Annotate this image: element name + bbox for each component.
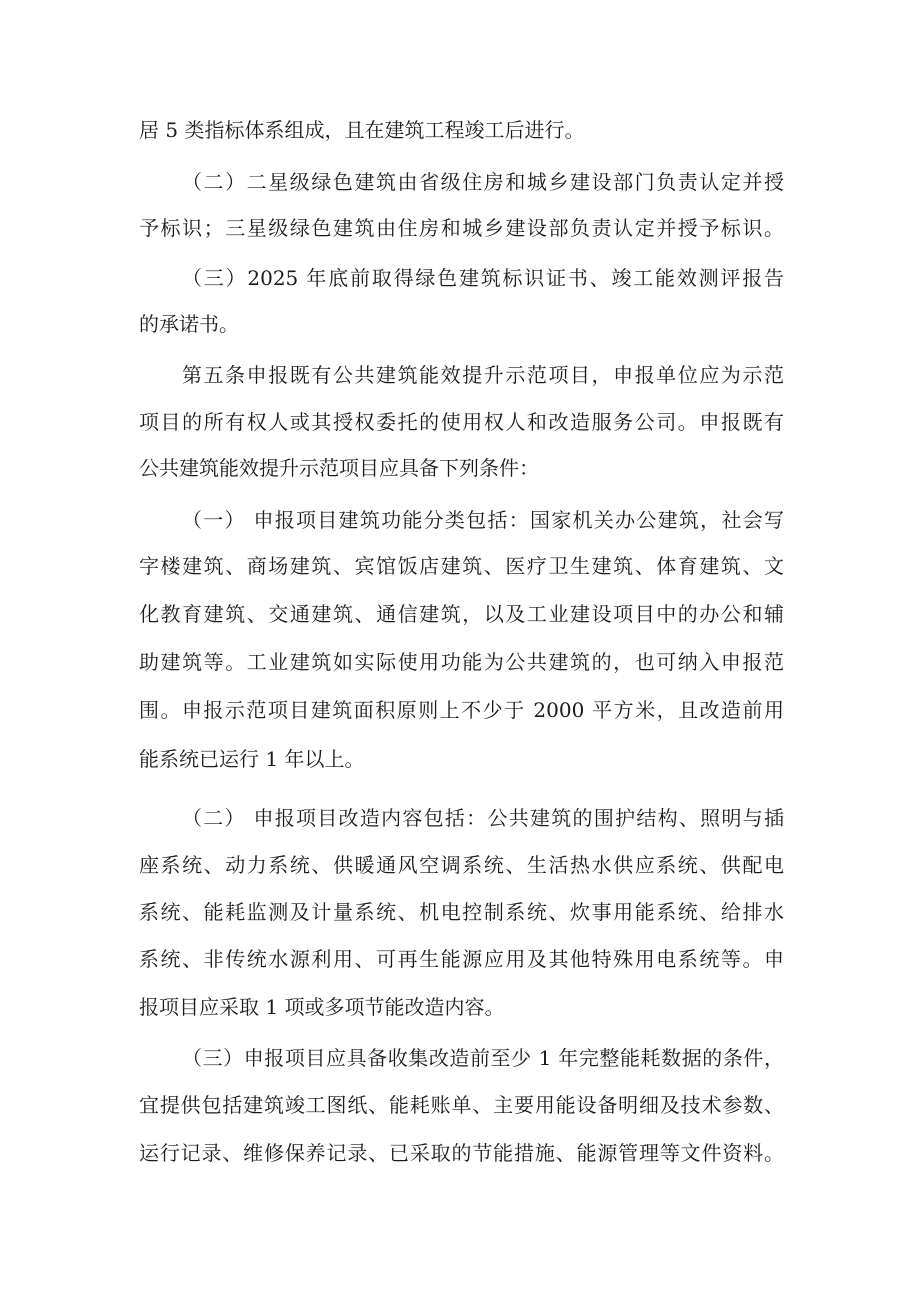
- text-line: 字楼建筑、商场建筑、宾馆饭店建筑、医疗卫生建筑、体育建筑、文: [139, 554, 784, 578]
- text-line: 居 5 类指标体系组成，且在建筑工程竣工后进行。: [139, 118, 585, 142]
- text-line: 公共建筑能效提升示范项目应具备下列条件：: [139, 456, 539, 480]
- text-line: 第五条申报既有公共建筑能效提升示范项目，申报单位应为示范: [182, 363, 784, 387]
- text-line: 化教育建筑、交通建筑、通信建筑，以及工业建设项目中的办公和辅: [139, 602, 784, 626]
- text-line: 运行记录、维修保养记录、已采取的节能措施、能源管理等文件资料。: [139, 1141, 784, 1165]
- text-line: 系统、非传统水源利用、可再生能源应用及其他特殊用电系统等。申: [139, 947, 784, 971]
- text-line: 予标识；三星级绿色建筑由住房和城乡建设部负责认定并授予标识。: [139, 216, 784, 240]
- text-line: 的承诺书。: [139, 312, 239, 336]
- text-line: 项目的所有权人或其授权委托的使用权人和改造服务公司。申报既有: [139, 410, 784, 434]
- text-line: 助建筑等。工业建筑如实际使用功能为公共建筑的，也可纳入申报范: [139, 650, 784, 674]
- text-line: 能系统已运行 1 年以上。: [139, 747, 365, 771]
- text-line: （三）申报项目应具备收集改造前至少 1 年完整能耗数据的条件，: [182, 1046, 784, 1070]
- text-line: 座系统、动力系统、供暖通风空调系统、生活热水供应系统、供配电: [139, 853, 784, 877]
- text-line: 报项目应采取 1 项或多项节能改造内容。: [139, 995, 505, 1019]
- text-line: （二）二星级绿色建筑由省级住房和城乡建设部门负责认定并授: [182, 170, 784, 194]
- text-line: （二） 申报项目改造内容包括：公共建筑的围护结构、照明与插: [182, 806, 784, 830]
- text-line: （三）2025 年底前取得绿色建筑标识证书、竣工能效测评报告: [182, 266, 784, 290]
- text-line: （一） 申报项目建筑功能分类包括：国家机关办公建筑，社会写: [182, 508, 784, 532]
- text-line: 围。申报示范项目建筑面积原则上不少于 2000 平方米，且改造前用: [139, 698, 784, 722]
- text-line: 宜提供包括建筑竣工图纸、能耗账单、主要用能设备明细及技术参数、: [139, 1093, 784, 1117]
- text-line: 系统、能耗监测及计量系统、机电控制系统、炊事用能系统、给排水: [139, 900, 784, 924]
